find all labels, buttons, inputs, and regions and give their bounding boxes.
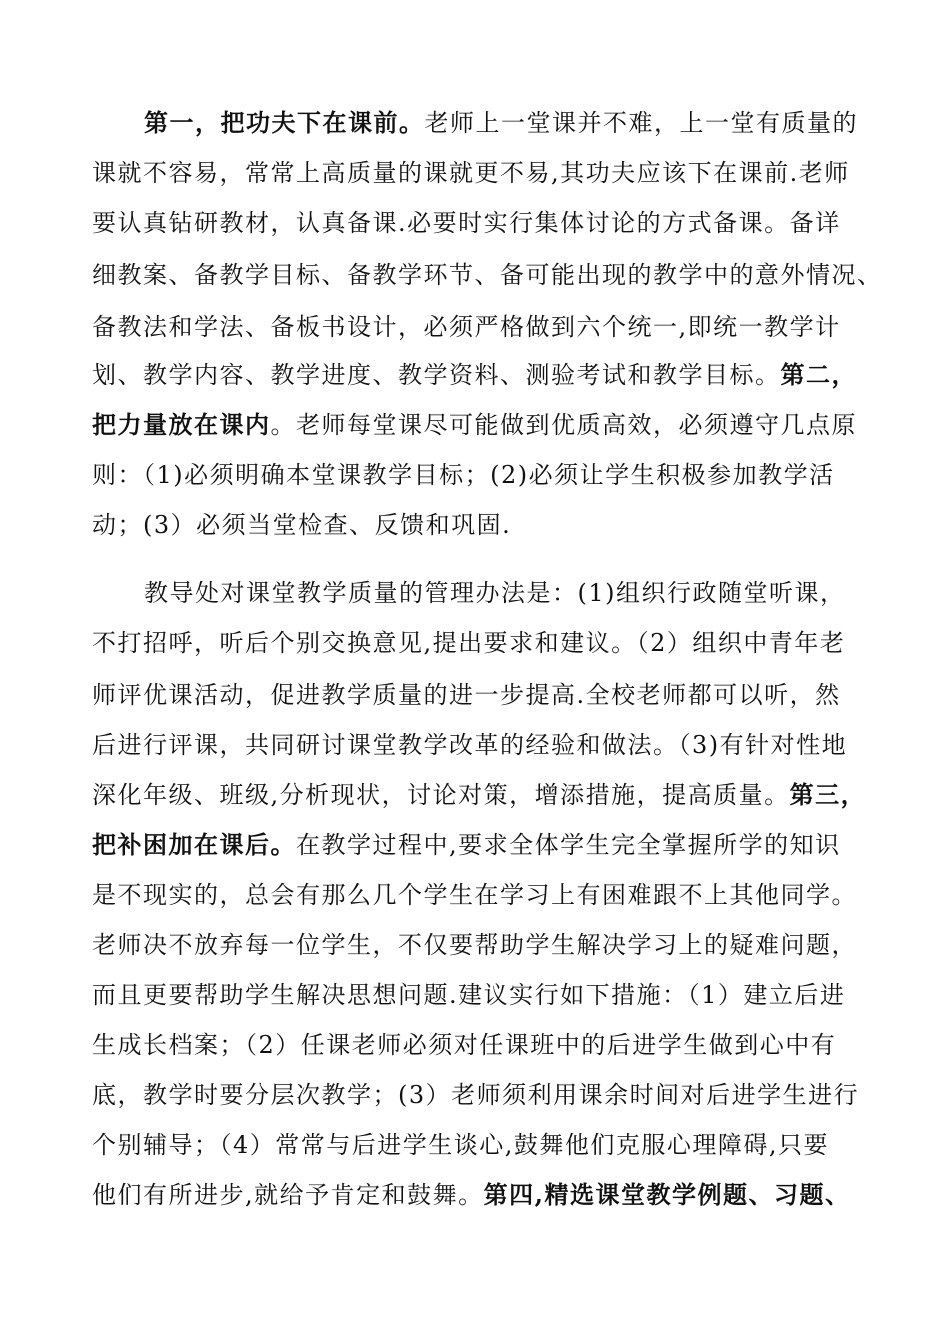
text-line: 把力量放在课内。老师每堂课尽可能做到优质高效，必须遵守几点原 [92, 410, 857, 439]
bold-heading: 第一，把功夫下在课前。 [144, 108, 425, 137]
text-line: 把补困加在课后。在教学过程中,要求全体学生完全掌握所学的知识 [92, 830, 841, 859]
text-line: 动；(3）必须当堂检查、反馈和巩固. [92, 511, 512, 539]
text-line: 划、教学内容、教学进度、教学资料、测验考试和教学目标。第二， [92, 360, 857, 389]
text-line: 第一，把功夫下在课前。老师上一堂课并不难，上一堂有质量的 [144, 108, 858, 137]
text-line: 而且更要帮助学生解决思想问题.建议实行如下措施：（1）建立后进 [92, 981, 846, 1009]
text-line: 备教法和学法、备板书设计，必须严格做到六个统一,即统一教学计 [92, 313, 841, 341]
text-line: 老师决不放弃每一位学生，不仅要帮助学生解决学习上的疑难问题， [92, 931, 857, 959]
text-line: 后进行评课，共同研讨课堂教学改革的经验和做法。（3)有针对性地 [92, 731, 848, 759]
bold-heading: 第四,精选课堂教学例题、习题、 [483, 1180, 851, 1209]
text-line: 则：（1)必须明确本堂课教学目标；(2)必须让学生积极参加教学活 [92, 461, 835, 489]
text-line: 底，教学时要分层次教学；(3）老师须利用课余时间对后进学生进行 [92, 1081, 860, 1109]
text-line: 课就不容易，常常上高质量的课就更不易,其功夫应该下在课前.老师 [92, 159, 850, 187]
text-line: 是不现实的，总会有那么几个学生在学习上有困难跟不上其他同学。 [92, 881, 857, 909]
text-line: 深化年级、班级,分析现状，讨论对策，增添措施，提高质量。第三， [92, 780, 867, 809]
text-line: 他们有所进步,就给予肯定和鼓舞。第四,精选课堂教学例题、习题、 [92, 1180, 851, 1209]
text-line: 个别辅导；（4）常常与后进学生谈心,鼓舞他们克服心理障碍,只要 [92, 1131, 830, 1159]
text-line: 要认真钻研教材，认真备课.必要时实行集体讨论的方式备课。备详 [92, 209, 841, 237]
bold-heading: 第三， [789, 780, 867, 809]
text-line: 细教案、备教学目标、备教学环节、备可能出现的教学中的意外情况、 [92, 261, 883, 289]
text-line: 教导处对课堂教学质量的管理办法是：(1)组织行政随堂听课， [144, 579, 846, 607]
text-line: 师评优课活动，促进教学质量的进一步提高.全校老师都可以听，然 [92, 681, 841, 709]
text-line: 生成长档案；（2）任课老师必须对任课班中的后进学生做到心中有 [92, 1031, 837, 1059]
text-line: 不打招呼，听后个别交换意见,提出要求和建议。（2）组织中青年老 [92, 629, 846, 657]
bold-heading: 把力量放在课内 [92, 410, 271, 439]
bold-heading: 第二， [780, 360, 857, 389]
bold-heading: 把补困加在课后。 [92, 830, 296, 859]
